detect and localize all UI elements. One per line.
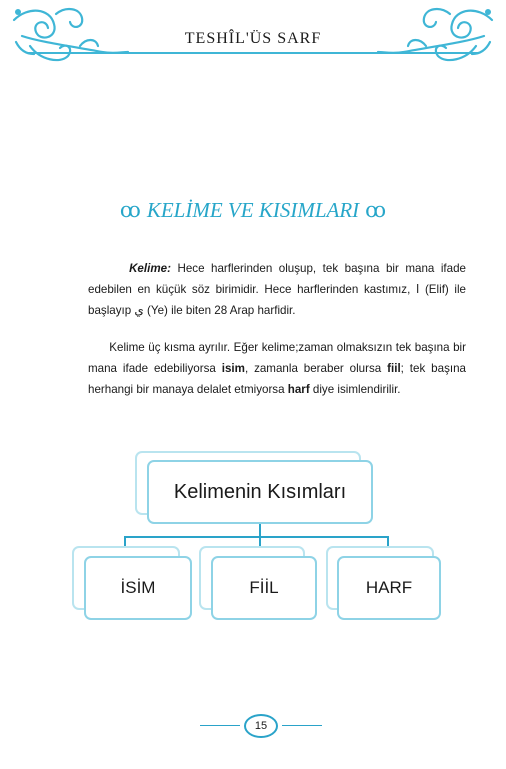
leaf-box-fiil xyxy=(211,556,317,620)
paragraph1-text-b: (Elif) ile başlayıp xyxy=(88,283,467,317)
page-number-rule-left xyxy=(200,725,240,726)
paragraph2-text-c: ; tek başına herhangi bir manaya delalet etmiyorsa xyxy=(88,362,466,396)
page-number-text: 15 xyxy=(254,720,268,732)
term-harf: harf xyxy=(287,383,310,396)
section-title: KELİME VE KISIMLARI xyxy=(146,198,360,222)
paragraph-division xyxy=(88,337,466,400)
paragraph-definition xyxy=(88,258,466,321)
title-ornament-left-icon: ꝏ xyxy=(119,198,141,222)
term-fiil: fiil xyxy=(387,362,401,375)
leaf-label-isim: İSİM xyxy=(120,578,156,597)
term-isim: isim xyxy=(221,362,245,375)
root-box xyxy=(147,460,373,524)
leaf-label-fiil: FİİL xyxy=(249,578,279,597)
root-label: Kelimenin Kısımları xyxy=(173,480,347,503)
paragraph1-text-c: (Ye) ile biten 28 Arap harfidir. xyxy=(143,304,296,317)
arabic-ya: ي xyxy=(134,303,144,317)
term-kelime: Kelime: xyxy=(129,262,171,275)
section-title-row xyxy=(0,198,506,223)
leaf-box-isim xyxy=(84,556,192,620)
leaf-box-harf xyxy=(337,556,441,620)
paragraph2-text-b: , zamanla beraber olursa xyxy=(244,362,388,375)
running-header-title: TESHÎL'ÜS SARF xyxy=(184,30,322,47)
paragraph1-text-a: Hece harflerinden oluşup, tek başına bir mana ifade edebilen en küçük söz birimidir. Hece harflerinden kastımız, xyxy=(88,262,466,296)
connector-horizontal xyxy=(124,536,389,538)
arabic-alif: ا xyxy=(415,282,420,296)
title-ornament-right-icon: ꝏ xyxy=(365,198,387,222)
leaf-label-harf: HARF xyxy=(365,578,413,597)
header-rule xyxy=(28,52,478,54)
page-number xyxy=(244,714,278,738)
paragraph2-text-d: diye isimlendirilir. xyxy=(309,383,401,396)
paragraph2-text-a: Kelime üç kısma ayrılır. Eğer kelime;zaman olmaksızın tek başına bir mana ifade edebiliyorsa xyxy=(88,341,466,375)
page-number-rule-right xyxy=(282,725,322,726)
